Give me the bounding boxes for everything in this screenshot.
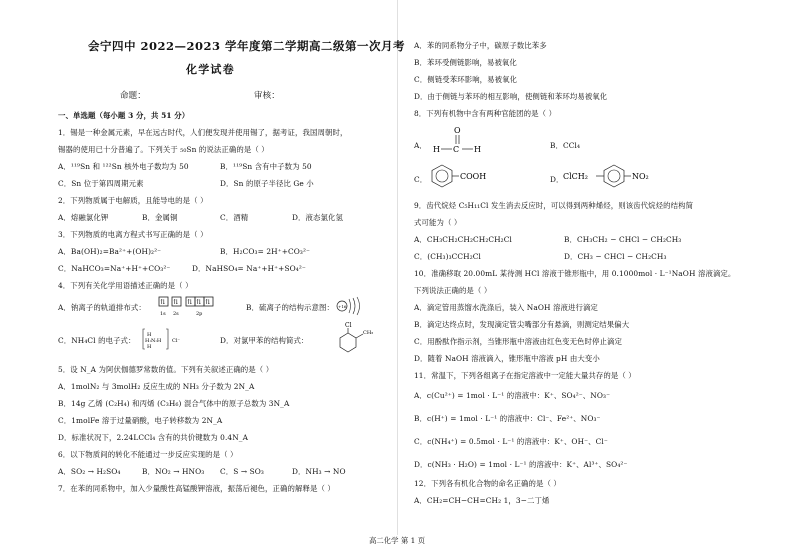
q10-option-d: D．随着 NaOH 溶液滴入，锥形瓶中溶液 pH 由大变小 — [414, 354, 600, 363]
q10-option-c: C．用酚酞作指示剂，当锥形瓶中溶液由红色变无色时停止滴定 — [414, 337, 623, 346]
q8-option-a: A． — [414, 141, 427, 150]
p-chlorotoluene-structure — [336, 320, 380, 356]
q4-option-b: B．硫离子的结构示意图： — [246, 303, 334, 312]
q8-stem: 8．下列有机物中含有两种官能团的是（ ） — [414, 109, 557, 118]
benzene-ring — [604, 165, 624, 187]
q12-stem: 12．下列各有机化合物的命名正确的是（ ） — [414, 479, 561, 488]
q10-option-a: A．滴定管用蒸馏水洗涤后，装入 NaOH 溶液进行滴定 — [414, 303, 598, 312]
q1-option-a: A．¹¹⁹Sn 和 ¹²²Sn 核外电子数均为 50 — [58, 162, 189, 171]
aromatic-circle — [608, 170, 620, 182]
chloromethyl-group: ClCH₂ — [563, 172, 588, 181]
bond — [356, 334, 363, 338]
q2-option-b: B．金属铜 — [142, 213, 178, 222]
formaldehyde-structure — [430, 124, 486, 160]
q3-option-c: C．NaHCO₃=Na⁺+H⁺+CO₃²⁻ — [58, 264, 171, 273]
q5-option-d: D．标准状况下，2.24LCCl₄ 含有的共价键数为 0.4N_A — [58, 433, 249, 442]
orbital-arrows: ⇅ — [205, 298, 211, 306]
page-footer: 高二化学 第 1 页 — [368, 536, 426, 545]
q9-stem-line2: 式可能为（ ） — [414, 218, 462, 227]
column-divider — [397, 0, 398, 535]
q8-option-d: D． — [550, 175, 564, 184]
orbital-label-2p: 2p — [196, 311, 203, 317]
orbital-arrows: ⇅ — [196, 298, 202, 306]
q6-option-a: A．SO₂ → H₂SO₄ — [58, 467, 121, 476]
q10-stem-line1: 10．准确移取 20.00mL 某待测 HCl 溶液于锥形瓶中，用 0.1000mol · L⁻¹NaOH 溶液滴定。 — [414, 269, 736, 278]
q5-stem: 5．设 N_A 为阿伏伽德罗常数的值。下列有关叙述正确的是（ ） — [58, 365, 274, 374]
q11-option-d: D．c(NH₃ · H₂O) = 1mol · L⁻¹ 的溶液中：K⁺、Al³⁺、SO₄²⁻ — [414, 460, 628, 469]
q9-option-b: B．CH₃CH₂ − CHCl − CH₂CH₃ — [564, 235, 682, 244]
electron-shell — [349, 299, 351, 313]
q9-option-c: C．(CH₃)₃CCH₂Cl — [414, 252, 481, 261]
q11-option-b: B．c(H⁺) = 1mol · L⁻¹ 的溶液中：Cl⁻、Fe²⁺、NO₃⁻ — [414, 414, 601, 423]
atom-h: H — [433, 145, 440, 154]
atom-o: O — [454, 126, 461, 135]
q7-option-d: D．由于侧链与苯环的相互影响，使侧链和苯环均易被氧化 — [414, 92, 608, 101]
q12-option-a: A．CH₂=CH−CH=CH₂ 1，3−二丁烯 — [414, 496, 550, 505]
q9-option-a: A．CH₃CH₂CH₂CH₂CH₂Cl — [414, 235, 512, 244]
q7-option-c: C．侧链受苯环影响，易被氧化 — [414, 75, 518, 84]
q2-stem: 2．下列物质属于电解质，且能导电的是（ ） — [58, 196, 208, 205]
q5-option-c: C．1molFe 溶于过量硝酸，电子转移数为 2N_A — [58, 416, 223, 425]
nitro-group: NO₂ — [632, 172, 649, 181]
q2-option-c: C．酒精 — [220, 213, 249, 222]
q4-stem: 4．下列有关化学用语描述正确的是（ ） — [58, 281, 193, 290]
q8-option-b: B．CCl₄ — [550, 141, 581, 150]
struct-ch3: CH₃ — [363, 330, 374, 336]
q10-option-b: B．滴定达终点时，发现滴定管尖嘴部分有悬滴，则测定结果偏大 — [414, 320, 630, 329]
q1-option-b: B．¹¹⁹Sn 含有中子数为 50 — [220, 162, 312, 171]
nh4-center: H:N:H — [145, 338, 162, 344]
q2-option-d: D．液态氯化氢 — [292, 213, 343, 222]
q1-option-c: C．Sn 位于第四周期元素 — [58, 179, 144, 188]
nitrobenzyl-chloride-structure — [562, 164, 672, 190]
section-title: 一、单选题（每小题 3 分，共 51 分） — [58, 111, 190, 120]
electron-shell — [353, 298, 355, 314]
q6-option-c: C．S → SO₃ — [220, 467, 264, 476]
setter-label: 命题： — [120, 91, 146, 101]
q1-stem-line1: 1．锡是一种金属元素，早在远古时代，人们便发现并使用锡了，据考证，我国周朝时， — [58, 128, 348, 137]
nucleus-charge: +16 — [338, 304, 347, 309]
q9-stem-line1: 9．齿代烷烃 C₅H₁₁Cl 发生消去反应时，可以得到两种烯烃，则该齿代烷烃的结构简 — [414, 201, 694, 210]
nh4cl-electron-formula — [142, 327, 192, 351]
h-atom: H — [147, 344, 152, 350]
struct-cl: Cl — [345, 322, 352, 329]
q4-option-c: C．NH₄Cl 的电子式： — [58, 336, 136, 345]
orbital-label-2s: 2s — [173, 311, 179, 317]
q11-option-c: C．c(NH₄⁺) = 0.5mol · L⁻¹ 的溶液中：K⁺、OH⁻、Cl⁻ — [414, 437, 608, 446]
atom-h: H — [474, 145, 481, 154]
atom-c: C — [453, 145, 460, 154]
q11-option-a: A．c(Cu²⁺) = 1mol · L⁻¹ 的溶液中：K⁺、SO₄²⁻、NO₃⁻ — [414, 391, 611, 400]
carboxyl-group: COOH — [460, 172, 487, 181]
q6-option-d: D．NH₃ → NO — [292, 467, 346, 476]
orbital-label-1s: 1s — [160, 311, 166, 317]
orbital-diagram — [158, 295, 216, 317]
bracket-right — [166, 329, 168, 349]
q3-option-b: B．H₂CO₃= 2H⁺+CO₃²⁻ — [220, 247, 311, 256]
orbital-arrows: ⇅ — [160, 298, 166, 306]
q3-stem: 3．下列物质的电离方程式书写正确的是（ ） — [58, 230, 208, 239]
orbital-arrows: ⇅ — [173, 298, 179, 306]
q5-option-b: B．14g 乙烯 (C₂H₄) 和丙烯 (C₃H₆) 混合气体中的原子总数为 3N_A — [58, 399, 290, 408]
q4-option-d: D．对氯甲苯的结构简式： — [220, 336, 309, 345]
q7-stem: 7．在苯的同系物中，加入少量酸性高锰酸钾溶液，振荡后褪色，正确的解释是（ ） — [58, 484, 335, 493]
aromatic-circle — [436, 170, 448, 182]
q1-option-d: D．Sn 的原子半径比 Ge 小 — [220, 179, 314, 188]
sulfide-structure-diagram — [336, 296, 362, 316]
q1-stem-line2: 锡器的使用已十分普遍了。下列关于 ₅₀Sn 的说法正确的是（ ） — [58, 145, 269, 154]
q3-option-a: A．Ba(OH)₂=Ba²⁺+(OH)₂²⁻ — [58, 247, 162, 256]
q8-option-c: C． — [414, 175, 428, 184]
h-atom: H — [147, 332, 152, 338]
cl-ion: Cl⁻ — [172, 338, 181, 344]
reviewer-label: 审核： — [254, 91, 280, 101]
benzene-ring — [340, 333, 356, 352]
q2-option-a: A．熔融氯化钾 — [58, 213, 109, 222]
q7-option-b: B．苯环受侧链影响，易被氧化 — [414, 58, 517, 67]
q3-option-d: D．NaHSO₄= Na⁺+H⁺+SO₄²⁻ — [192, 264, 306, 273]
q4-option-a: A．钠离子的轨道排布式： — [58, 303, 146, 312]
q11-stem: 11．常温下，下列各组离子在指定溶液中一定能大量共存的是（ ） — [414, 371, 636, 380]
exam-subtitle: 化学试卷 — [186, 63, 235, 76]
benzene-ring — [432, 165, 452, 187]
benzoic-acid-structure — [430, 164, 504, 190]
q6-option-b: B．NO₂ → HNO₃ — [142, 467, 205, 476]
exam-title: 会宁四中 2022—2023 学年度第二学期高二级第一次月考 — [88, 39, 406, 53]
q7-option-a: A．苯的同系物分子中，碳原子数比苯多 — [414, 41, 547, 50]
q5-option-a: A．1molN₂ 与 3molH₂ 反应生成的 NH₃ 分子数为 2N_A — [58, 382, 255, 391]
q6-stem: 6．以下物质间的转化不能通过一步反应实现的是（ ） — [58, 450, 238, 459]
orbital-arrows: ⇅ — [187, 298, 193, 306]
electron-shell — [357, 297, 360, 315]
q9-option-d: D．CH₃ − CHCl − CH₂CH₃ — [564, 252, 667, 261]
q10-stem-line2: 下列说法正确的是（ ） — [414, 286, 492, 295]
